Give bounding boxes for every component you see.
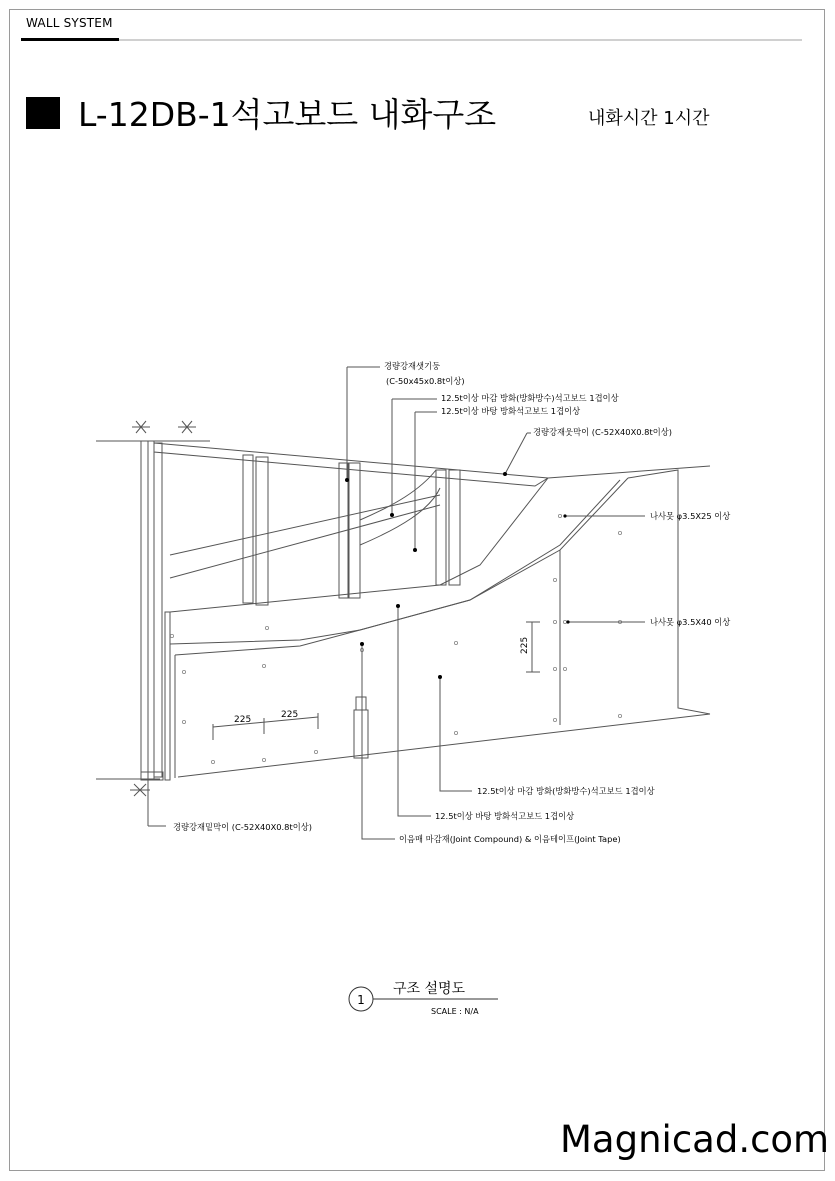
dimension-225-right: 225 [281, 710, 299, 720]
screw-25-callout: 나사못 φ3.5X25 이상 [650, 511, 731, 521]
drawing-linework [96, 441, 710, 826]
detail-number: 1 [357, 993, 365, 1007]
detail-caption [349, 980, 498, 1016]
dimension-texts [234, 637, 530, 725]
joint-treatment-callout: 이음매 마감재(Joint Compound) & 이음테이프(Joint Tape) [399, 834, 621, 844]
anchor-hatch-symbols [130, 421, 196, 796]
stud-spec-callout: (C-50x45x0.8t이상) [386, 376, 465, 386]
detail-name: 구조 설명도 [393, 981, 466, 997]
leader-lines [148, 367, 645, 839]
screw-points [170, 514, 621, 763]
watermark: Magnicad.com [560, 1118, 830, 1161]
top-runner-callout: 경량강재웃막이 (C-52X40X0.8t이상) [533, 427, 672, 437]
callout-texts [173, 361, 730, 844]
section-label: WALL SYSTEM [26, 16, 113, 30]
fire-rating-label: 내화시간 1시간 [588, 108, 710, 129]
screw-40-callout: 나사못 φ3.5X40 이상 [650, 617, 731, 627]
base-board-top-callout: 12.5t이상 바탕 방화석고보드 1겹이상 [441, 406, 581, 416]
finish-board-bottom-callout: 12.5t이상 마감 방화(방화방수)석고보드 1겹이상 [477, 786, 655, 796]
dimension-225-left: 225 [234, 715, 252, 725]
detail-scale: SCALE : N/A [431, 1007, 479, 1016]
base-board-bottom-callout: 12.5t이상 바탕 방화석고보드 1겹이상 [435, 811, 575, 821]
bottom-runner-callout: 경량강재밑막이 (C-52X40X0.8t이상) [173, 822, 312, 832]
page-title: L-12DB-1석고보드 내화구조 [78, 95, 497, 134]
leader-markers [345, 472, 570, 679]
finish-board-top-callout: 12.5t이상 마감 방화(방화방수)석고보드 1겹이상 [441, 393, 619, 403]
dimension-225-vertical: 225 [520, 636, 530, 654]
stud-callout: 경량강재샛기둥 [384, 361, 441, 371]
